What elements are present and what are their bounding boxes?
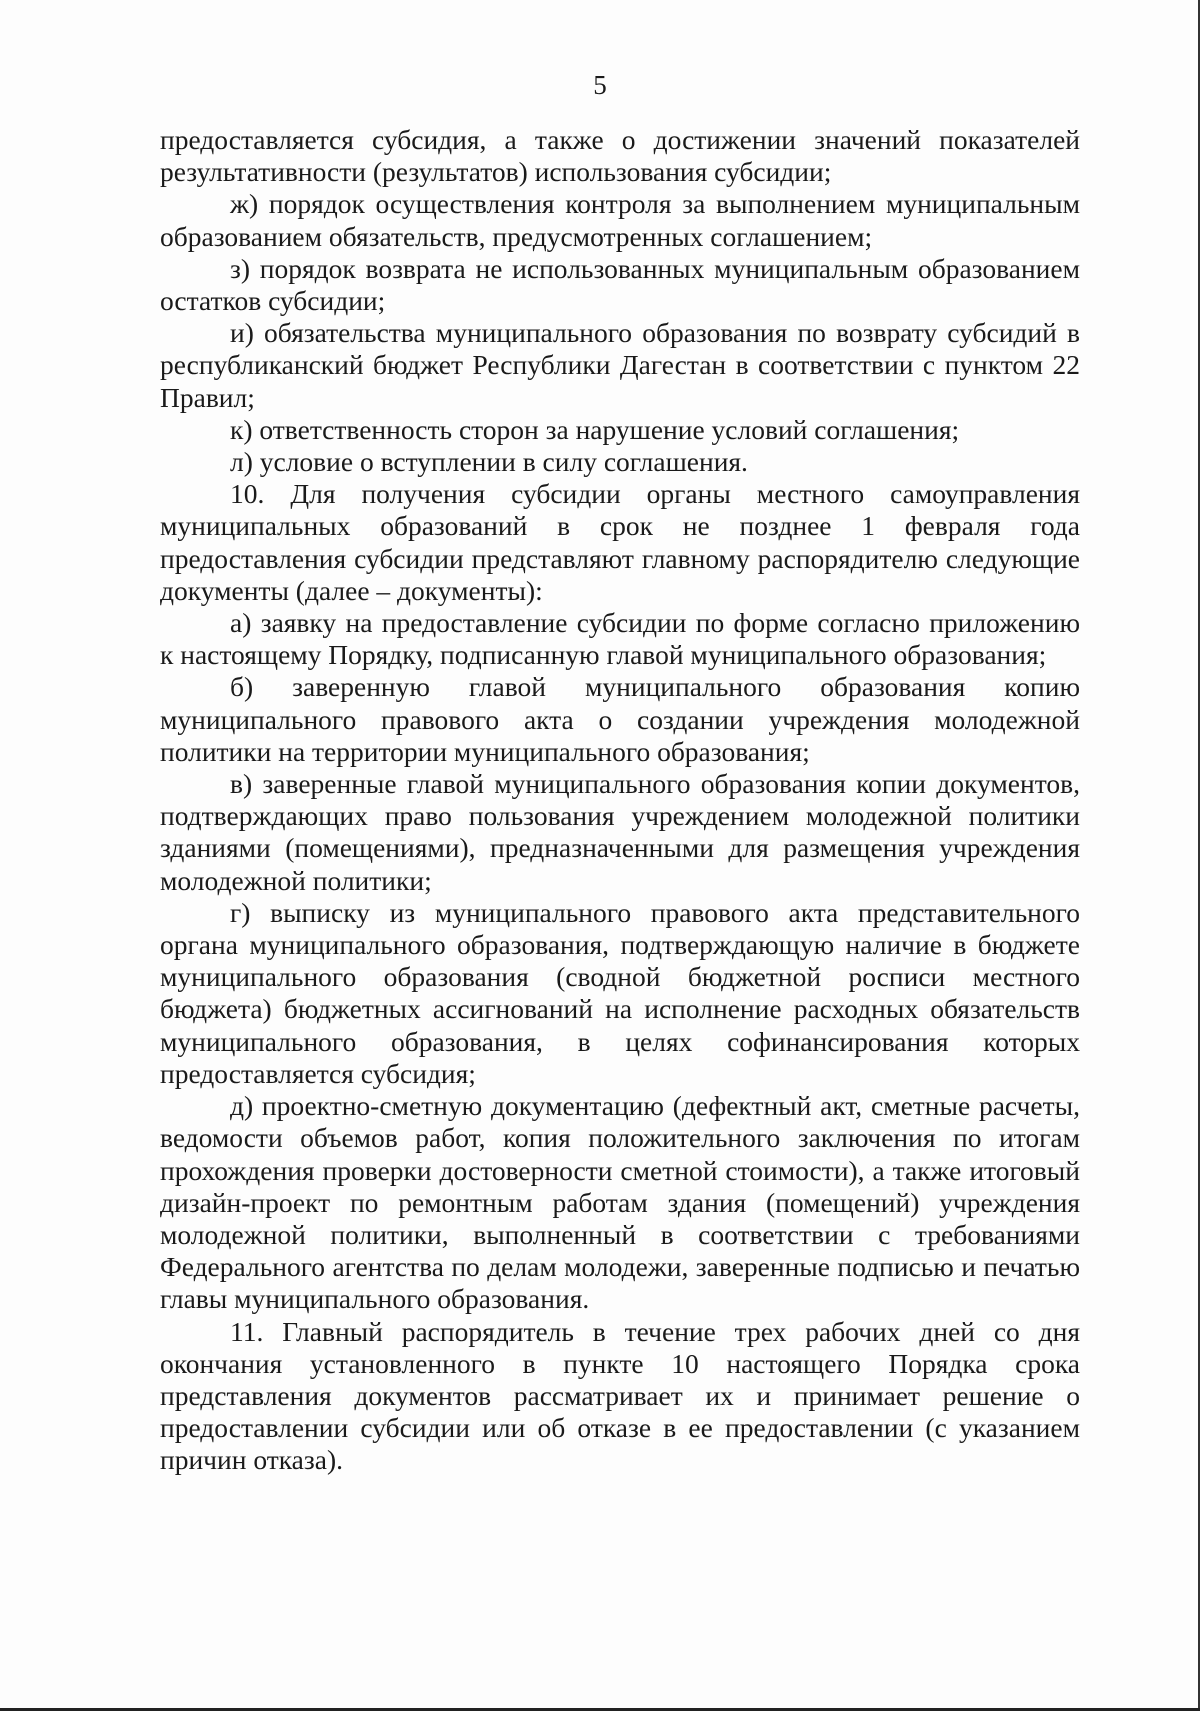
paragraph-clause-10: 10. Для получения субсидии органы местного самоуправления муниципальных образований в срок не позднее 1 февраля года предоставления субсидии представляют главному распорядителю следующие документы (далее – документы):	[160, 478, 1080, 606]
paragraph-item-d: д) проектно-сметную документацию (дефектный акт, сметные расчеты, ведомости объемов работ, копия положительного заключения по итогам прохождения проверки достоверности сметной стоимости), а также итоговый дизайн-проект по ремонтным работам здания (помещений) учреждения молодежной политики, выполненный в соответствии с требованиями Федерального агентства по делам молодежи, заверенные подписью и печатью главы муниципального образования.	[160, 1090, 1080, 1315]
paragraph-item-zh: ж) порядок осуществления контроля за выполнением муниципальным образованием обязательств, предусмотренных соглашением;	[160, 188, 1080, 252]
paragraph-item-k: к) ответственность сторон за нарушение условий соглашения;	[230, 413, 960, 445]
paragraph-item-g: г) выписку из муниципального правового акта представительного органа муниципального образования, подтверждающую наличие в бюджете муниципального образования (сводной бюджетной росписи местного бюджета) бюджетных ассигнований на исполнение расходных обязательств муниципального образования, в целях софинансирования которых предоставляется субсидия;	[160, 896, 1080, 1089]
paragraph-continuation: предоставляется субсидия, а также о достижении значений показателей результативности (результатов) использования субсидии;	[160, 124, 1080, 188]
paragraph-item-v: в) заверенные главой муниципального образования копии документов, подтверждающих право пользования учреждением молодежной политики зданиями (помещениями), предназначенными для размещения учреждения молодежной политики;	[160, 768, 1080, 896]
paragraph-item-b: б) заверенную главой муниципального образования копию муниципального правового акта о создании учреждения молодежной политики на территории муниципального образования;	[160, 671, 1080, 767]
paragraph-item-l: л) условие о вступлении в силу соглашения.	[230, 446, 748, 478]
document-body	[160, 124, 1080, 1477]
page-number: 5	[593, 70, 607, 100]
paragraph-item-a: а) заявку на предоставление субсидии по форме согласно приложению к настоящему Порядку, подписанную главой муниципального образования;	[160, 607, 1080, 671]
paragraph-clause-11: 11. Главный распорядитель в течение трех рабочих дней со дня окончания установленного в пункте 10 настоящего Порядка срока представления документов рассматривает их и принимает решение о предоставлении субсидии или об отказе в ее предоставлении (с указанием причин отказа).	[160, 1315, 1080, 1476]
paragraph-item-i: и) обязательства муниципального образования по возврату субсидий в республиканский бюджет Республики Дагестан в соответствии с пунктом 22 Правил;	[160, 317, 1080, 413]
paragraph-item-z: з) порядок возврата не использованных муниципальным образованием остатков субсидии;	[160, 252, 1080, 317]
